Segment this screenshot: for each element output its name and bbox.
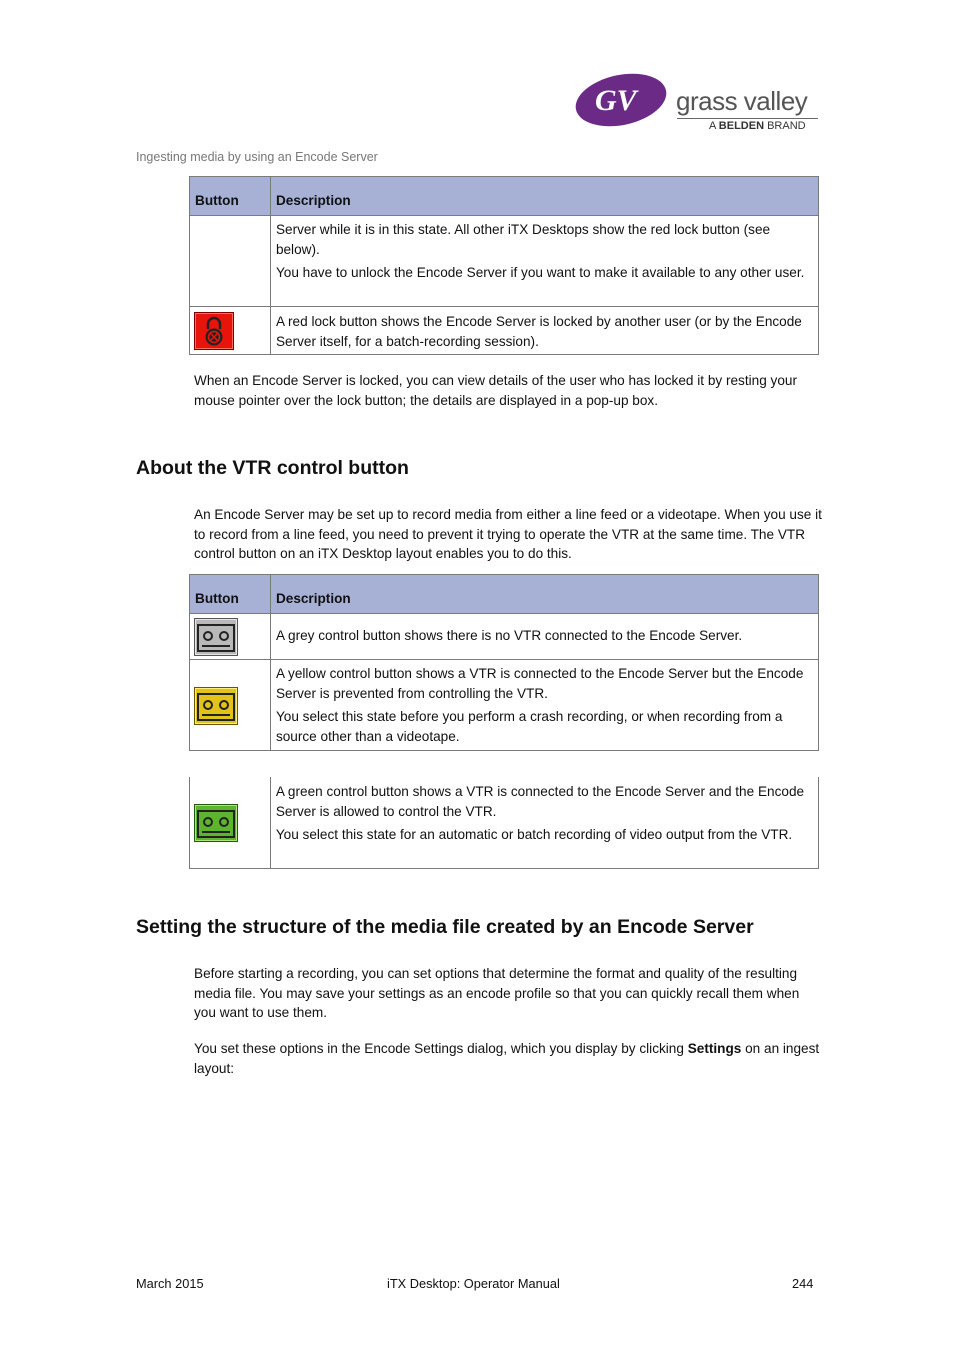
table-row	[190, 660, 819, 751]
row-description: A green control button shows a VTR is connected to the Encode Server and the Encode Server is allowed to control the VTR.	[275, 784, 805, 819]
green-vtr-icon[interactable]	[194, 804, 238, 842]
vtr-button-table	[189, 574, 819, 751]
yellow-vtr-icon[interactable]	[194, 687, 238, 725]
row-description: A red lock button shows the Encode Server is locked by another user (or by the Encode Server itself, for a batch-recording session).	[275, 314, 802, 349]
row-description: A yellow control button shows a VTR is connected to the Encode Server but the Encode Server is prevented from controlling the VTR.	[275, 666, 804, 701]
row-description: You select this state for an automatic or batch recording of video output from the VTR.	[275, 827, 793, 842]
logo-tagline: A BELDEN BRAND	[709, 120, 806, 132]
structure-para-1: Before starting a recording, you can set options that determine the format and quality of the resulting media file. You may save your settings as an encode profile so that you can quickly recall them when you want to use them.	[194, 966, 800, 1020]
logo-divider	[677, 118, 818, 119]
structure-para-2: You set these options in the Encode Settings dialog, which you display by clicking Settings on an ingest layout:	[194, 1041, 820, 1076]
column-header-description: Description	[275, 193, 351, 208]
table-row	[190, 614, 819, 660]
row-description: You select this state before you perform a crash recording, or when recording from a source other than a videotape.	[275, 709, 783, 744]
section-heading-structure: Setting the structure of the media file created by an Encode Server	[136, 916, 754, 938]
svg-text:GV: GV	[595, 84, 637, 117]
row-description: A grey control button shows there is no VTR connected to the Encode Server.	[275, 628, 743, 643]
running-head: Ingesting media by using an Encode Server	[136, 150, 378, 164]
section-heading-vtr: About the VTR control button	[136, 457, 409, 479]
column-header-description: Description	[275, 591, 351, 606]
column-header-button: Button	[195, 193, 239, 208]
vtr-intro: An Encode Server may be set up to record media from either a line feed or a videotape. When you use it to record from a line feed, you need to prevent it trying to operate the VTR at the same time. The VTR control button on an iTX Desktop layout enables you to do this.	[194, 507, 822, 561]
footer-page-number: 244	[792, 1276, 814, 1291]
gv-logo-mark-icon	[573, 72, 673, 128]
table-header-row	[190, 575, 819, 614]
vtr-button-table-continued	[189, 777, 819, 869]
table-row	[190, 216, 819, 307]
settings-label: Settings	[687, 1041, 742, 1056]
table-header-row	[190, 177, 819, 216]
table-row	[190, 777, 819, 868]
row-description: Server while it is in this state. All other iTX Desktops show the red lock button (see below).	[275, 222, 771, 257]
column-header-button: Button	[195, 591, 239, 606]
row-description: You have to unlock the Encode Server if you want to make it available to any other user.	[275, 265, 805, 280]
lock-note: When an Encode Server is locked, you can view details of the user who has locked it by resting your mouse pointer over the lock button; the details are displayed in a pop-up box.	[194, 373, 797, 408]
logo-wordmark: grass valley	[676, 86, 808, 116]
red-lock-icon[interactable]	[194, 312, 234, 350]
grey-vtr-icon[interactable]	[194, 618, 238, 656]
footer-title: iTX Desktop: Operator Manual	[387, 1276, 560, 1291]
footer-date: March 2015	[136, 1276, 204, 1291]
lock-button-table	[189, 176, 819, 355]
table-row	[190, 307, 819, 355]
